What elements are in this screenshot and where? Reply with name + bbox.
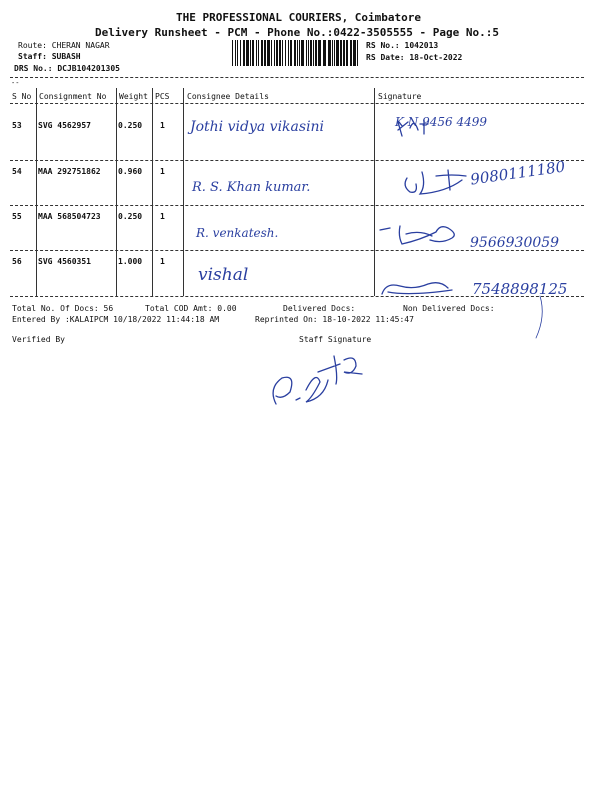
barcode-bar: [357, 40, 358, 66]
barcode-bar: [290, 40, 292, 66]
row-weight: 1.000: [118, 257, 143, 266]
handwritten-signature: 9566930059: [470, 235, 560, 251]
barcode-bar: [332, 40, 333, 66]
company-title: THE PROFESSIONAL COURIERS, Coimbatore: [176, 11, 422, 24]
handwritten-consignee: vishal: [198, 265, 249, 285]
barcode-bar: [297, 40, 298, 66]
col-divider: [36, 88, 37, 296]
barcode-bar: [308, 40, 309, 66]
handwritten-signature: 7548898125: [472, 280, 568, 298]
handwritten-consignee: Jothi vidya vikasini: [190, 119, 325, 135]
row-sno: 56: [12, 257, 22, 266]
rs-number: RS No.: 1042013: [366, 41, 439, 50]
barcode-bar: [328, 40, 331, 66]
col-divider: [116, 88, 117, 296]
row-pcs: 1: [160, 121, 165, 130]
row-consignment: MAA 292751862: [38, 167, 101, 176]
barcode-bar: [240, 40, 241, 66]
row-rule: [10, 160, 584, 161]
reprinted-on: Reprinted On: 18-10-2022 11:45:47: [255, 315, 414, 324]
barcode-bar: [299, 40, 300, 66]
barcode-bar: [274, 40, 275, 66]
total-cod: Total COD Amt: 0.00: [145, 304, 237, 313]
barcode-bar: [346, 40, 348, 66]
barcode-bar: [306, 40, 307, 66]
barcode-bar: [246, 40, 249, 66]
col-header-weight: Weight: [119, 92, 148, 101]
barcode-bar: [315, 40, 317, 66]
row-rule: [10, 250, 584, 251]
col-header-consignee: Consignee Details: [187, 92, 269, 101]
delivered-docs: Delivered Docs:: [283, 304, 356, 313]
barcode-bar: [313, 40, 314, 66]
barcode-bar: [261, 40, 263, 66]
row-pcs: 1: [160, 212, 165, 221]
barcode-bar: [243, 40, 245, 66]
col-divider: [374, 88, 375, 296]
barcode-bar: [340, 40, 342, 66]
row-consignment: SVG 4560351: [38, 257, 91, 266]
verified-by: Verified By: [12, 335, 65, 344]
barcode-bar: [323, 40, 326, 66]
barcode-bar: [258, 40, 259, 66]
handwritten-consignee: R. S. Khan kumar.: [192, 180, 311, 195]
barcode-bar: [343, 40, 345, 66]
barcode-bar: [232, 40, 233, 66]
handwritten-signature: 9080111180: [469, 157, 567, 189]
table-bottom-rule: [10, 296, 584, 297]
col-divider: [183, 88, 184, 296]
col-header-pcs: PCS: [155, 92, 170, 101]
total-docs: Total No. Of Docs: 56: [12, 304, 114, 313]
row-consignment: SVG 4562957: [38, 121, 91, 130]
col-header-sno: S No: [12, 92, 32, 101]
barcode-bar: [256, 40, 257, 66]
barcode-bar: [276, 40, 278, 66]
entered-by: Entered By :KALAIPCM 10/18/2022 11:44:18 AM: [12, 315, 220, 324]
barcode-bar: [285, 40, 286, 66]
row-pcs: 1: [160, 167, 165, 176]
row-sno: 53: [12, 121, 22, 130]
drs-label: DRS No.: DCJB104201305: [14, 64, 120, 73]
barcode-bar: [301, 40, 304, 66]
barcode: [232, 40, 360, 66]
barcode-bar: [235, 40, 236, 66]
barcode-bar: [252, 40, 254, 66]
row-weight: 0.250: [118, 212, 143, 221]
staff-label: Staff: SUBASH: [18, 52, 81, 61]
barcode-bar: [350, 40, 352, 66]
barcode-bar: [294, 40, 296, 66]
handwritten-signature: K N 9456 4499: [395, 115, 487, 129]
barcode-bar: [279, 40, 281, 66]
barcode-bar: [318, 40, 321, 66]
staff-signature-label: Staff Signature: [299, 335, 372, 344]
col-header-consignment: Consignment No: [39, 92, 107, 101]
barcode-bar: [267, 40, 270, 66]
route-label: Route: CHERAN NAGAR: [18, 41, 110, 50]
row-weight: 0.250: [118, 121, 143, 130]
non-delivered-docs: Non Delivered Docs:: [403, 304, 495, 313]
rs-date: RS Date: 18-Oct-2022: [366, 53, 463, 62]
row-sno: 55: [12, 212, 22, 221]
col-header-signature: Signature: [378, 92, 422, 101]
barcode-bar: [264, 40, 266, 66]
barcode-bar: [353, 40, 356, 66]
runsheet-title: Delivery Runsheet - PCM - Phone No.:0422-3505555 - Page No.:5: [95, 26, 499, 39]
row-sno: 54: [12, 167, 22, 176]
table-header-rule: [10, 103, 584, 104]
row-rule: [10, 205, 584, 206]
col-divider: [152, 88, 153, 296]
barcode-bar: [310, 40, 312, 66]
table-top-rule: [10, 77, 584, 78]
barcode-bar: [336, 40, 339, 66]
barcode-bar: [271, 40, 272, 66]
barcode-bar: [282, 40, 283, 66]
handwritten-consignee: R. venkatesh.: [196, 226, 279, 240]
dash-marks: --: [11, 79, 20, 87]
barcode-bar: [288, 40, 289, 66]
row-consignment: MAA 568504723: [38, 212, 101, 221]
barcode-bar: [237, 40, 238, 66]
barcode-bar: [334, 40, 335, 66]
row-pcs: 1: [160, 257, 165, 266]
barcode-bar: [250, 40, 251, 66]
row-weight: 0.960: [118, 167, 143, 176]
